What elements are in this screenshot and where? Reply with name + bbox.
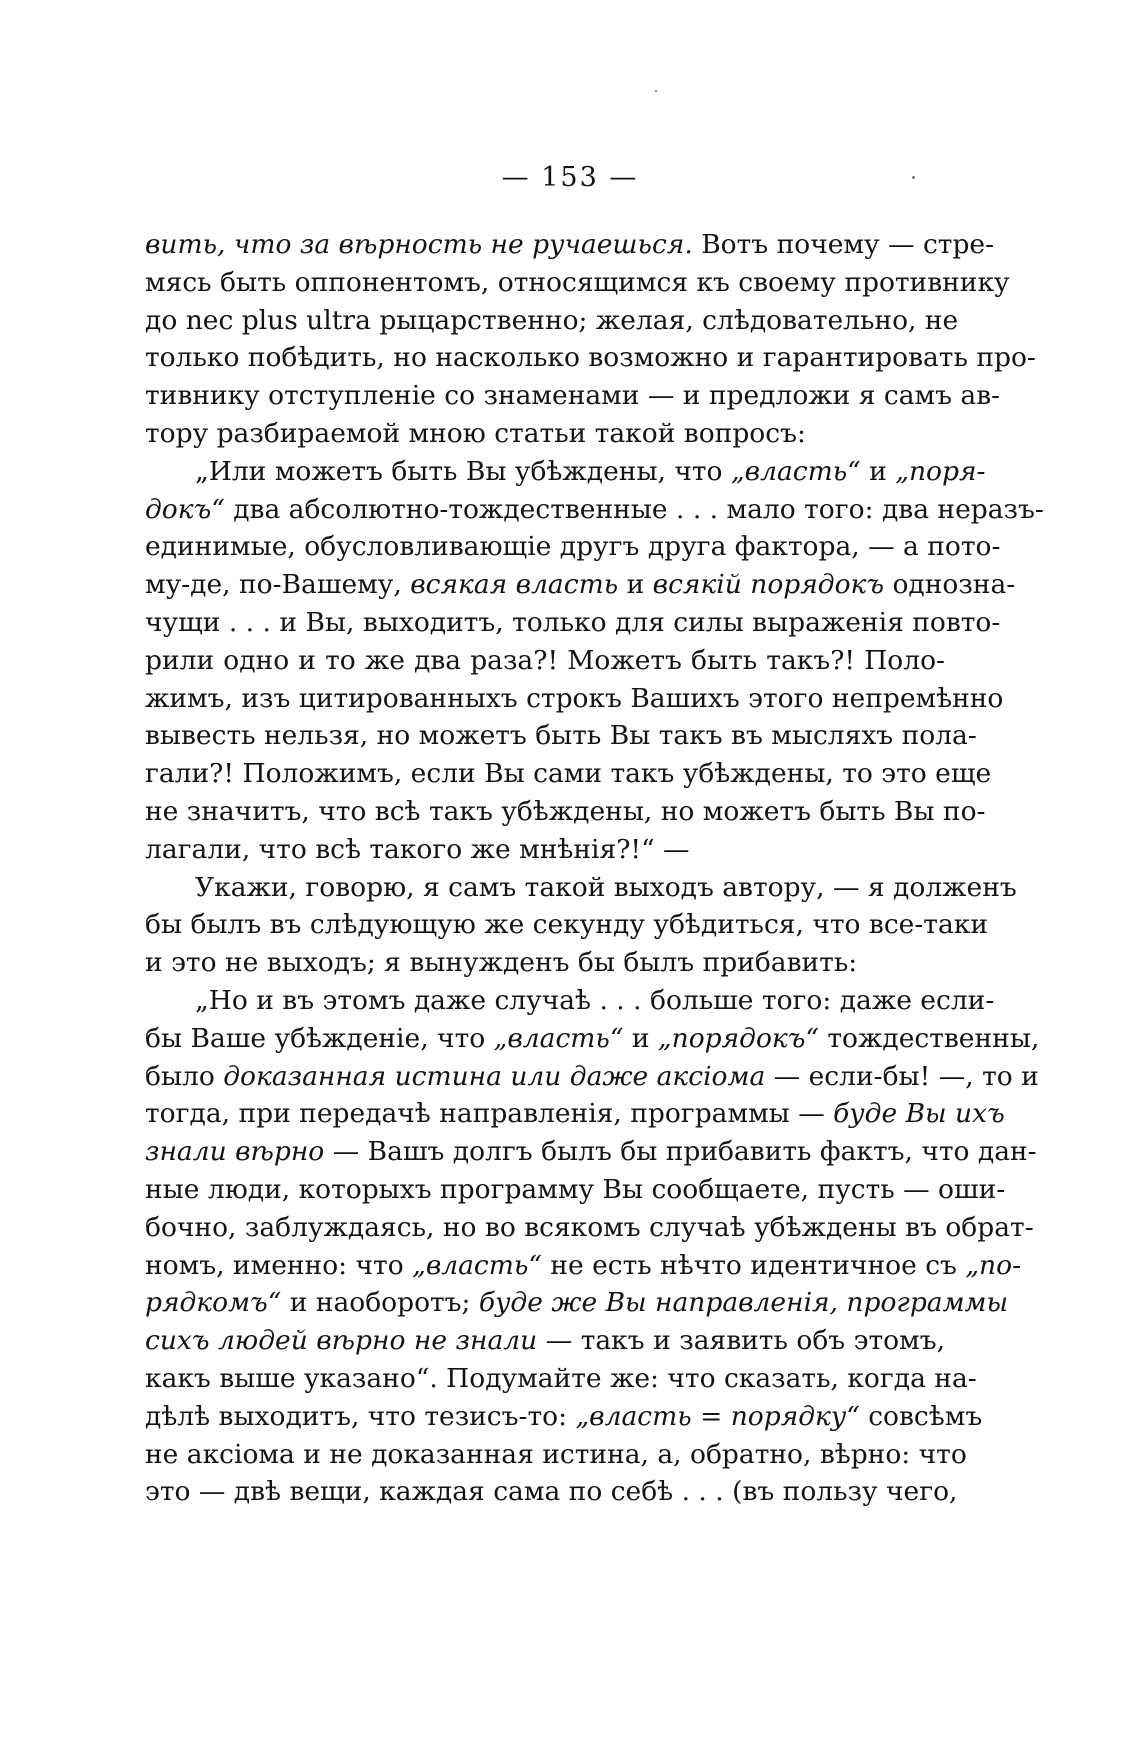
text-line	[145, 1095, 1005, 1133]
text-segment: лагали, что всѣ такого же мнѣнія?!“ —	[145, 833, 690, 865]
text-line	[145, 1133, 1037, 1171]
text-segment: единимые, обусловливающіе другъ друга фактора, — а пото-	[145, 531, 1001, 563]
text-line	[145, 1247, 1022, 1285]
text-line	[145, 226, 995, 264]
italic-segment: „власть“	[493, 1022, 624, 1054]
italic-segment: рядкомъ“	[145, 1287, 282, 1319]
text-segment: не аксіома и не доказанная истина, а, обратно, вѣрно: что	[145, 1438, 967, 1470]
text-segment: Вотъ почему — стре-	[692, 229, 995, 260]
text-line	[145, 377, 1001, 415]
text-line	[145, 1398, 983, 1436]
text-line	[145, 680, 1004, 718]
text-segment: и	[623, 1022, 658, 1054]
text-line	[145, 566, 1016, 604]
text-segment: — если-бы! —, то и	[765, 1060, 1039, 1092]
text-segment: и это не выходъ; я вынужденъ бы былъ прибавить:	[145, 947, 858, 979]
text-line	[145, 906, 988, 944]
italic-segment: доказанная истина или даже аксіома	[223, 1060, 766, 1092]
text-line	[145, 982, 995, 1020]
text-line	[145, 528, 1001, 566]
text-segment: Укажи, говорю, я самъ такой выходъ автору, — я долженъ	[195, 871, 1017, 903]
text-segment: дѣлѣ выходитъ, что тезисъ-то:	[145, 1400, 576, 1432]
text-line	[145, 1360, 977, 1398]
italic-segment: „порядокъ“	[657, 1022, 819, 1054]
text-segment: „Или можетъ быть Вы убѣждены, что	[195, 455, 731, 487]
italic-segment: сихъ людей вѣрно не знали	[145, 1325, 538, 1357]
text-segment: гали?! Положимъ, если Вы сами такъ убѣждены, то это еще	[145, 758, 992, 790]
text-line	[145, 1020, 1040, 1058]
text-line	[145, 831, 945, 869]
text-segment: не есть нѣчто идентичное съ	[541, 1249, 966, 1281]
italic-segment: всякая власть	[410, 569, 619, 601]
text-segment: это — двѣ вещи, каждая сама по себѣ . . . (въ пользу чего,	[145, 1476, 958, 1508]
text-segment: тору разбираемой мною статьи такой вопросъ:	[145, 417, 806, 449]
text-segment: только побѣдить, но насколько возможно и гарантировать про-	[145, 342, 1036, 374]
text-segment: чущи . . . и Вы, выходитъ, только для силы выраженія повто-	[145, 606, 1001, 638]
paper-speck	[912, 176, 915, 179]
text-segment: му-де, по-Вашему,	[145, 569, 411, 601]
text-segment: мясь быть оппонентомъ, относящимся къ своему противнику	[145, 266, 1010, 298]
text-segment: однозна-	[884, 569, 1016, 601]
text-segment: тогда, при передачѣ направленія, программы —	[145, 1098, 834, 1130]
text-segment: и	[618, 569, 653, 601]
text-segment: и наоборотъ;	[281, 1287, 479, 1319]
text-line	[145, 755, 992, 793]
text-line	[145, 1436, 967, 1474]
italic-segment: буде Вы ихъ	[833, 1098, 1005, 1130]
text-segment: было	[145, 1060, 224, 1092]
text-line	[145, 491, 1044, 529]
text-segment: до nec plus ultra рыцарственно; желая, слѣдовательно, не	[145, 304, 959, 336]
text-segment: тождественны,	[818, 1022, 1040, 1054]
text-line	[145, 453, 986, 491]
text-line	[145, 415, 945, 453]
text-segment: не значитъ, что всѣ такъ убѣждены, но можетъ быть Вы по-	[145, 795, 986, 827]
text-segment: вывесть нельзя, но можетъ быть Вы такъ въ мысляхъ пола-	[145, 720, 977, 752]
text-line	[145, 604, 1001, 642]
text-segment: рили одно и то же два раза?! Можетъ быть такъ?! Поло-	[145, 644, 945, 676]
text-line	[145, 793, 986, 831]
text-segment: номъ, именно: что	[145, 1249, 413, 1281]
italic-segment: „по-	[965, 1249, 1022, 1281]
italic-segment: буде же Вы направленія, программы	[478, 1287, 1009, 1319]
italic-segment: вить, что за вѣрность не ручаешься.	[145, 229, 693, 260]
text-line	[145, 944, 945, 982]
text-line	[145, 642, 945, 680]
text-segment: тивнику отступленіе со знаменами — и предложи я самъ ав-	[145, 380, 1001, 412]
text-segment: — Вашъ долгъ былъ бы прибавить фактъ, что дан-	[324, 1136, 1037, 1168]
text-segment: бы былъ въ слѣдующую же секунду убѣдиться, что все-таки	[145, 909, 988, 941]
text-line	[145, 1058, 1039, 1096]
italic-segment: „власть“	[412, 1249, 542, 1281]
italic-segment: „поря-	[895, 455, 986, 487]
text-segment: — такъ и заявить объ этомъ,	[537, 1325, 945, 1357]
text-line	[145, 302, 959, 340]
text-line	[145, 1473, 958, 1511]
text-segment: два абсолютно-тождественные . . . мало того: два неразъ-	[224, 493, 1044, 525]
text-line	[145, 1171, 1006, 1209]
text-segment: жимъ, изъ цитированныхъ строкъ Вашихъ этого непремѣнно	[145, 682, 1004, 714]
text-line	[145, 1209, 1034, 1247]
italic-segment: знали вѣрно	[145, 1136, 325, 1168]
text-segment: „Но и въ этомъ даже случаѣ . . . больше того: даже если-	[195, 984, 995, 1016]
text-segment: бочно, заблуждаясь, но во всякомъ случаѣ убѣждены въ обрат-	[145, 1211, 1034, 1243]
text-segment: бы Ваше убѣжденіе, что	[145, 1022, 494, 1054]
text-segment: и	[860, 455, 896, 487]
italic-segment: „власть“	[730, 455, 861, 487]
text-segment: совсѣмъ	[859, 1400, 983, 1432]
body-text	[145, 226, 1044, 1511]
text-segment: какъ выше указано“. Подумайте же: что сказать, когда на-	[145, 1362, 977, 1394]
italic-segment: всякій порядокъ	[652, 569, 885, 601]
italic-segment: „власть = порядку“	[575, 1400, 860, 1432]
paper-speck	[655, 90, 657, 92]
italic-segment: докъ“	[145, 493, 225, 525]
text-line	[145, 264, 1010, 302]
text-line	[145, 339, 1036, 377]
text-segment: ные люди, которыхъ программу Вы сообщаете, пусть — оши-	[145, 1173, 1006, 1205]
text-line	[145, 869, 1017, 907]
text-line	[145, 717, 977, 755]
page-number: — 153 —	[501, 162, 639, 193]
text-line	[145, 1322, 945, 1360]
text-line	[145, 1284, 1009, 1322]
